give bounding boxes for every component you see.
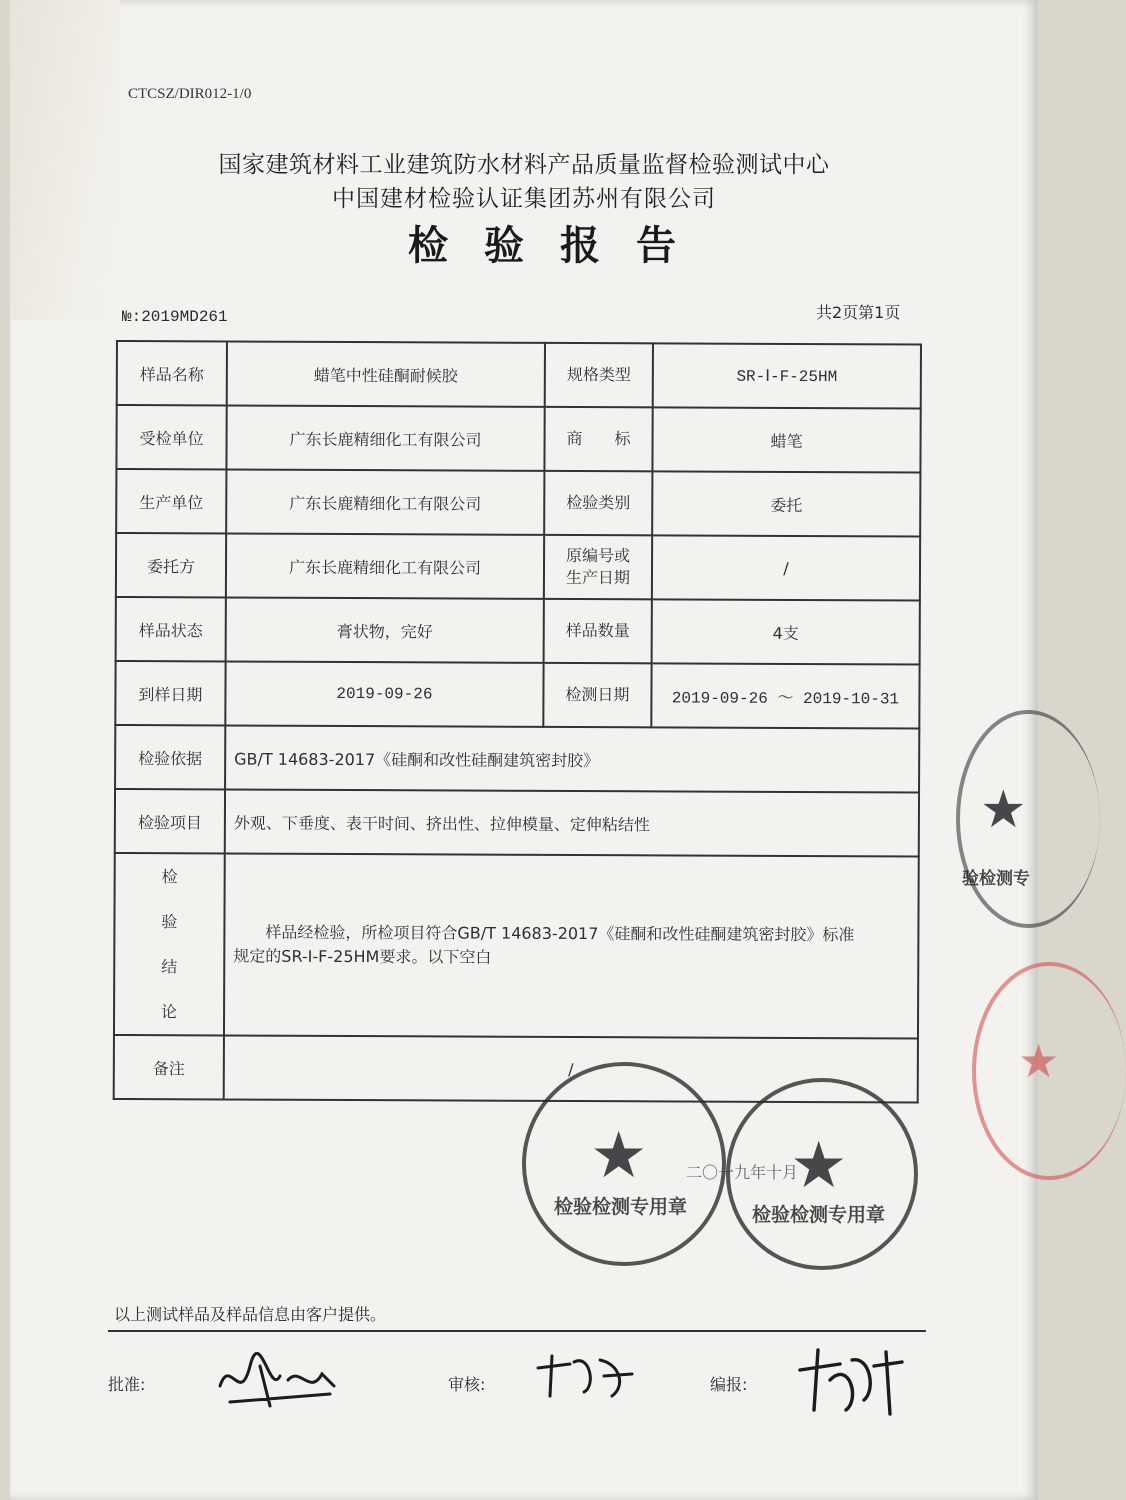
test-date-value: 2019-09-26 ～ 2019-10-31 [651, 663, 919, 728]
side-stamp [956, 710, 1100, 928]
report-number: №:2019MD261 [122, 308, 228, 326]
note-label: 备注 [114, 1035, 224, 1099]
field-label-two-line [544, 535, 652, 599]
table-row [115, 725, 919, 793]
page-count: 共2页第1页 [816, 303, 901, 322]
sample-name-value: 蜡笔中性硅酮耐候胶 [227, 341, 545, 406]
field-label: 商 标 [544, 407, 652, 471]
manufacturer-value: 广东长鹿精细化工有限公司 [226, 469, 544, 534]
star-icon: ★ [1018, 1034, 1060, 1088]
conclusion-label-char: 检 [161, 867, 178, 887]
original-number-value: / [652, 535, 920, 600]
compile-label: 编报: [710, 1375, 748, 1394]
spec-type-value: SR-Ⅰ-F-25HM [653, 343, 921, 408]
table-row [117, 341, 921, 409]
conclusion-text [224, 853, 919, 1038]
field-label: 样品状态 [116, 597, 226, 661]
arrival-date-value: 2019-09-26 [225, 661, 543, 726]
report-table [113, 340, 922, 1104]
sample-quantity-value: 4支 [652, 599, 920, 664]
reviewer-signature [530, 1346, 640, 1406]
star-icon: ★ [590, 1119, 648, 1193]
inspected-unit-value: 广东长鹿精细化工有限公司 [226, 405, 544, 470]
trademark-value: 蜡笔 [652, 407, 920, 472]
conclusion-row [114, 853, 919, 1039]
star-icon: ★ [790, 1129, 848, 1203]
side-stamp-text: 验检测专 [962, 869, 1030, 889]
table-row [115, 789, 919, 857]
approve-label: 批准: [108, 1375, 146, 1394]
table-row [116, 469, 920, 537]
inspection-basis-value: GB/T 14683-2017《硅酮和改性硅酮建筑密封胶》 [225, 725, 919, 792]
inspection-items-value: 外观、下垂度、表干时间、挤出性、拉伸模量、定伸粘结性 [225, 789, 919, 856]
table-row [115, 661, 919, 729]
review-label: 审核: [448, 1375, 486, 1394]
field-label: 检验项目 [115, 789, 225, 853]
approver-signature [210, 1346, 340, 1416]
conclusion-line: 规定的SR-Ⅰ-F-25HM要求。以下空白 [233, 946, 492, 967]
issuer-line-2: 中国建材检验认证集团苏州有限公司 [332, 186, 716, 212]
field-label: 检验依据 [115, 725, 225, 789]
field-label: 委托方 [116, 533, 226, 597]
field-label: 检测日期 [543, 663, 651, 727]
document-code: CTCSZ/DIR012-1/0 [128, 86, 252, 102]
field-label: 到样日期 [115, 661, 225, 725]
sample-state-value: 膏状物，完好 [226, 597, 544, 662]
conclusion-label-char: 结 [161, 957, 178, 977]
field-label-line: 原编号或 [566, 545, 631, 566]
field-label: 样品数量 [544, 599, 652, 663]
conclusion-line: 样品经检验，所检项目符合GB/T 14683-2017《硅酮和改性硅酮建筑密封胶》标准 [265, 922, 855, 945]
client-value: 广东长鹿精细化工有限公司 [226, 533, 544, 598]
report-page [10, 0, 1060, 1500]
table-row [116, 533, 920, 601]
client-provided-statement: 以上测试样品及样品信息由客户提供。 [114, 1305, 387, 1324]
divider [108, 1330, 926, 1332]
field-label: 检验类别 [544, 471, 652, 535]
table-row [116, 597, 920, 665]
stamp-2-text: 检验检测专用章 [752, 1204, 886, 1226]
table-row [116, 405, 920, 473]
compiler-signature [790, 1340, 910, 1420]
field-label: 规格类型 [545, 343, 653, 407]
field-label: 生产单位 [116, 469, 226, 533]
inspection-type-value: 委托 [652, 471, 920, 536]
side-stamp-red [972, 962, 1126, 1180]
note-value: / [224, 1035, 918, 1102]
conclusion-label [114, 853, 225, 1035]
field-label: 样品名称 [117, 341, 227, 405]
conclusion-label-char: 验 [161, 912, 178, 932]
stamp-1-text: 检验检测专用章 [554, 1196, 688, 1218]
report-title: 检验报告 [408, 222, 712, 269]
field-label-line: 生产日期 [565, 567, 631, 588]
field-label: 受检单位 [116, 405, 226, 469]
issuer-line-1: 国家建筑材料工业建筑防水材料产品质量监督检验测试中心 [218, 152, 830, 178]
stamp-date: 二〇一九年十月 [686, 1163, 799, 1182]
conclusion-label-char: 论 [161, 1002, 178, 1022]
star-icon: ★ [980, 780, 1027, 840]
